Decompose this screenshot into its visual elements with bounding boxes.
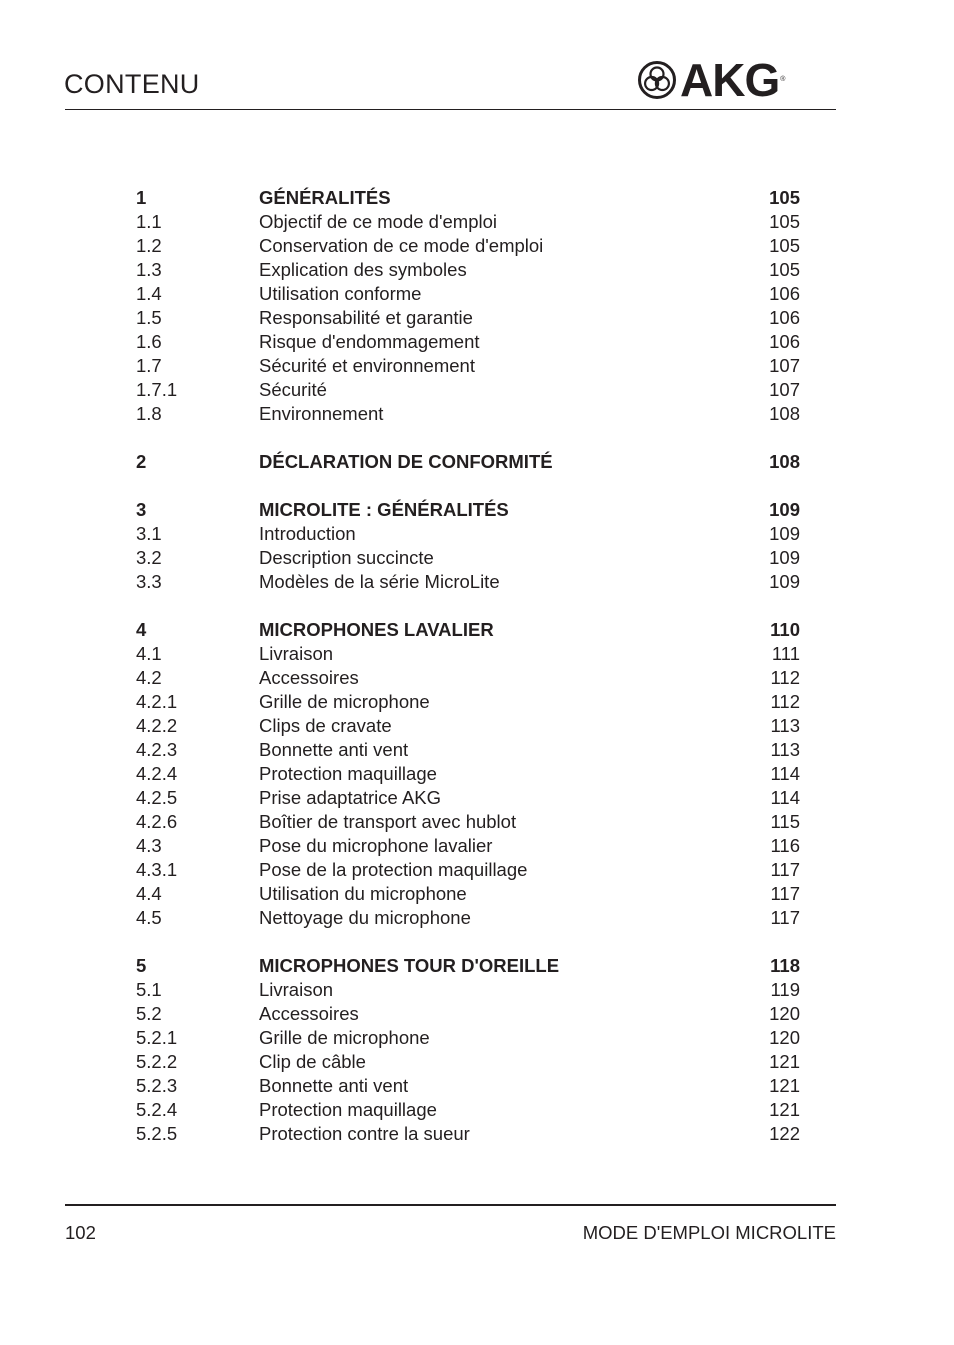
toc-entry-page: 113 [770,715,800,736]
table-of-contents [136,186,800,1146]
toc-section-row[interactable] [136,954,800,978]
toc-entry-label: Risque d'endommagement [259,331,480,352]
toc-entry-page: 105 [769,235,800,256]
toc-entry-label: Grille de microphone [259,1027,430,1048]
toc-entry-number: 5.2 [136,1003,162,1024]
toc-row[interactable] [136,1002,800,1026]
toc-entry-number: 5.1 [136,979,162,1000]
toc-entry-page: 109 [769,499,800,520]
toc-entry-number: 4.3 [136,835,162,856]
toc-entry-number: 4.2.4 [136,763,178,784]
page-title: CONTENU [64,69,200,99]
toc-entry-label: Introduction [259,523,356,544]
toc-row[interactable] [136,1050,800,1074]
toc-row[interactable] [136,402,800,426]
toc-entry-number: 1 [136,187,147,208]
toc-section-row[interactable] [136,498,800,522]
toc-entry-label: Clip de câble [259,1051,366,1072]
toc-row[interactable] [136,330,800,354]
toc-row[interactable] [136,210,800,234]
toc-entry-number: 1.7.1 [136,379,178,400]
akg-logo [638,54,786,106]
toc-entry-label: Protection maquillage [259,763,437,784]
toc-entry-label: Sécurité et environnement [259,355,475,376]
toc-row[interactable] [136,666,800,690]
toc-entry-label: GÉNÉRALITÉS [259,187,391,208]
toc-entry-page: 109 [769,523,800,544]
toc-row[interactable] [136,906,800,930]
toc-entry-number: 5.2.2 [136,1051,178,1072]
toc-entry-number: 3.2 [136,547,162,568]
toc-row[interactable] [136,786,800,810]
toc-entry-number: 1.3 [136,259,162,280]
toc-entry-label: MICROPHONES TOUR D'OREILLE [259,955,560,976]
toc-entry-number: 4.2.1 [136,691,178,712]
toc-entry-label: Boîtier de transport avec hublot [259,811,517,832]
toc-entry-page: 122 [769,1123,800,1144]
toc-row[interactable] [136,1098,800,1122]
toc-row[interactable] [136,858,800,882]
toc-row[interactable] [136,234,800,258]
toc-row[interactable] [136,546,800,570]
toc-entry-page: 118 [770,955,800,976]
toc-entry-page: 106 [769,283,800,304]
toc-entry-label: Explication des symboles [259,259,467,280]
toc-row[interactable] [136,762,800,786]
toc-row[interactable] [136,738,800,762]
toc-entry-page: 111 [771,643,800,664]
toc-entry-page: 107 [769,355,800,376]
toc-entry-label: Sécurité [259,379,327,400]
toc-entry-page: 121 [769,1099,800,1120]
toc-entry-page: 121 [769,1075,800,1096]
toc-entry-label: Pose de la protection maquillage [259,859,528,880]
toc-entry-number: 4.1 [136,643,162,664]
toc-entry-label: Conservation de ce mode d'emploi [259,235,544,256]
toc-entry-number: 4.4 [136,883,162,904]
toc-entry-page: 109 [769,571,800,592]
toc-entry-number: 4.2.3 [136,739,178,760]
toc-entry-label: Livraison [259,979,334,1000]
toc-entry-label: Nettoyage du microphone [259,907,471,928]
toc-entry-number: 1.2 [136,235,162,256]
page-number: 102 [65,1222,96,1243]
toc-entry-page: 120 [769,1027,800,1048]
footer-divider [65,1204,836,1206]
toc-entry-page: 120 [769,1003,800,1024]
toc-row[interactable] [136,1122,800,1146]
toc-entry-label: DÉCLARATION DE CONFORMITÉ [259,451,553,472]
toc-entry-label: Pose du microphone lavalier [259,835,493,856]
toc-entry-page: 117 [770,907,800,928]
toc-entry-label: Objectif de ce mode d'emploi [259,211,497,232]
toc-entry-number: 5.2.3 [136,1075,178,1096]
toc-entry-number: 3.1 [136,523,162,544]
toc-entry-page: 114 [770,763,800,784]
toc-entry-page: 116 [770,835,800,856]
toc-entry-page: 106 [769,307,800,328]
toc-row[interactable] [136,378,800,402]
toc-entry-label: Clips de cravate [259,715,392,736]
toc-section-row[interactable] [136,450,800,474]
toc-entry-label: Accessoires [259,1003,359,1024]
toc-row[interactable] [136,810,800,834]
toc-entry-label: Grille de microphone [259,691,430,712]
toc-entry-label: MICROLITE : GÉNÉRALITÉS [259,499,509,520]
toc-entry-number: 4.2.5 [136,787,178,808]
toc-row[interactable] [136,834,800,858]
toc-entry-number: 3.3 [136,571,162,592]
toc-row[interactable] [136,258,800,282]
toc-entry-page: 112 [770,691,800,712]
toc-row[interactable] [136,714,800,738]
toc-entry-number: 4.2 [136,667,162,688]
toc-section-row[interactable] [136,186,800,210]
toc-entry-page: 112 [770,667,800,688]
toc-entry-page: 110 [770,619,800,640]
toc-entry-page: 108 [769,451,800,472]
toc-row[interactable] [136,354,800,378]
toc-entry-page: 117 [770,883,800,904]
toc-entry-number: 5.2.5 [136,1123,178,1144]
toc-entry-label: Protection maquillage [259,1099,437,1120]
toc-entry-number: 1.7 [136,355,162,376]
toc-entry-page: 121 [769,1051,800,1072]
toc-entry-number: 1.4 [136,283,162,304]
toc-entry-number: 4.5 [136,907,162,928]
toc-entry-number: 4.2.6 [136,811,178,832]
toc-row[interactable] [136,522,800,546]
toc-entry-page: 105 [769,187,800,208]
toc-entry-number: 5.2.4 [136,1099,178,1120]
toc-row[interactable] [136,570,800,594]
toc-entry-label: Modèles de la série MicroLite [259,571,500,592]
toc-entry-number: 4.2.2 [136,715,178,736]
toc-entry-page: 114 [770,787,800,808]
toc-row[interactable] [136,306,800,330]
toc-entry-page: 108 [769,403,800,424]
toc-entry-number: 3 [136,499,147,520]
toc-entry-number: 4.3.1 [136,859,178,880]
toc-row[interactable] [136,282,800,306]
toc-row[interactable] [136,978,800,1002]
toc-entry-label: Utilisation conforme [259,283,422,304]
toc-row[interactable] [136,690,800,714]
toc-entry-page: 106 [769,331,800,352]
toc-entry-page: 115 [770,811,800,832]
toc-entry-page: 113 [770,739,800,760]
toc-entry-number: 1.1 [136,211,162,232]
toc-entry-label: Livraison [259,643,334,664]
akg-circles-logo-icon [638,61,676,99]
toc-entry-label: Prise adaptatrice AKG [259,787,442,808]
toc-row[interactable] [136,642,800,666]
toc-entry-number: 1.6 [136,331,162,352]
toc-entry-label: Accessoires [259,667,359,688]
toc-entry-label: Responsabilité et garantie [259,307,473,328]
toc-entry-label: MICROPHONES LAVALIER [259,619,494,640]
toc-entry-number: 1.5 [136,307,162,328]
toc-entry-number: 4 [136,619,147,640]
document-title: MODE D'EMPLOI MICROLITE [582,1222,836,1243]
toc-entry-number: 5.2.1 [136,1027,178,1048]
toc-entry-number: 5 [136,955,147,976]
toc-entry-label: Description succincte [259,547,434,568]
toc-entry-label: Bonnette anti vent [259,739,409,760]
toc-entry-page: 119 [770,979,800,1000]
toc-entry-page: 107 [769,379,800,400]
toc-entry-label: Bonnette anti vent [259,1075,409,1096]
toc-row[interactable] [136,1074,800,1098]
toc-entry-label: Protection contre la sueur [259,1123,470,1144]
akg-logo-text: AKG [680,54,780,106]
toc-entry-page: 105 [769,211,800,232]
header-divider [65,109,836,110]
toc-entry-number: 2 [136,451,147,472]
toc-entry-page: 109 [769,547,800,568]
registered-mark: ® [780,76,786,83]
toc-section-row[interactable] [136,618,800,642]
toc-entry-page: 117 [770,859,800,880]
toc-entry-page: 105 [769,259,800,280]
toc-row[interactable] [136,1026,800,1050]
toc-entry-label: Utilisation du microphone [259,883,467,904]
toc-entry-number: 1.8 [136,403,162,424]
toc-entry-label: Environnement [259,403,384,424]
toc-row[interactable] [136,882,800,906]
